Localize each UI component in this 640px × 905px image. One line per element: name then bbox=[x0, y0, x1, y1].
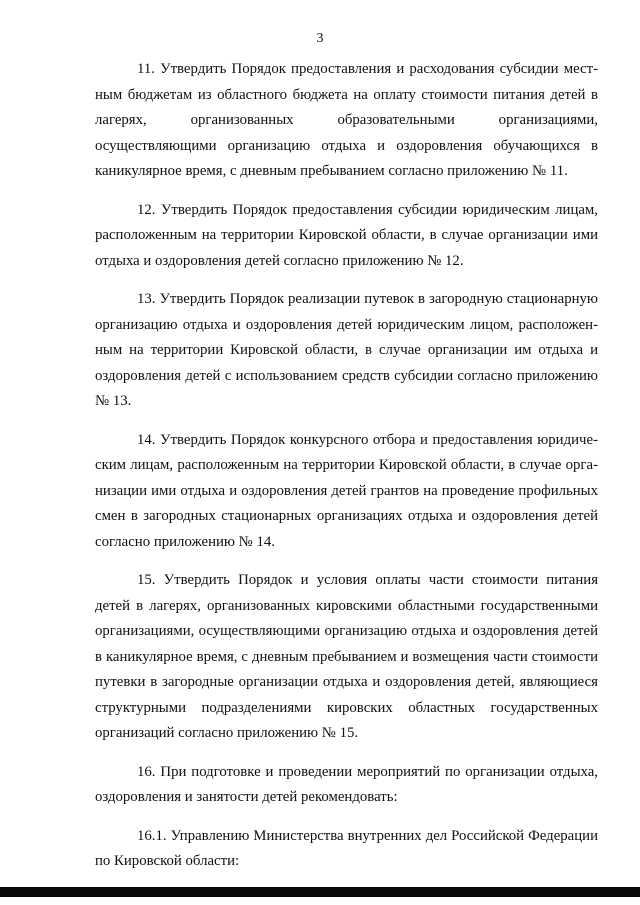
scan-edge-bar bbox=[0, 887, 640, 897]
paragraph-14: 14. Утвердить Порядок конкурсного отбора и предоставления юридическим лицам, расположенным на территории Кировской области, в случае организации ими отдыха и оздоровления детей грантов на проведение профильных смен в загородных стационарных организациях отдыха и оздоровления детей согласно приложению № 14. bbox=[95, 431, 598, 550]
paragraph-13: 13. Утвердить Порядок реализации путевок в загородную стационарную организацию отдыха и оздоровления детей юридическим лицом, расположенным на территории Кировской области, в случае организации им отдыха и оздоровления детей с использованием средств субсидии согласно приложению № 13. bbox=[95, 291, 598, 409]
paragraph-15: 15. Утвердить Порядок и условия оплаты части стоимости питания детей в лагерях, организованных кировскими областными государственными организациями, осуществляющими организацию отдыха и оздоровления детей в каникулярное время, с дневным пребыванием и возмещения части стоимости путевки в загородные организации отдыха и оздоровления детей, являющиеся структурными подразделениями кировских областных государственных организаций согласно приложению № 15. bbox=[95, 572, 598, 741]
paragraph-11: 11. Утвердить Порядок предоставления и расходования субсидии местным бюджетам из областного бюджета на оплату стоимости питания детей в лагерях, организованных образовательными организациями, осуществляющими организацию отдыха и оздоровления обучающихся в каникулярное время, с дневным пребыванием согласно приложению № 11. bbox=[95, 61, 598, 179]
paragraph-16-1: 16.1. Управлению Министерства внутренних дел Российской Федерации по Кировской области: bbox=[95, 827, 598, 869]
document-body bbox=[95, 57, 598, 888]
paragraph-12: 12. Утвердить Порядок предоставления субсидии юридическим лицам, расположенным на территории Кировской области, в случае организации ими отдыха и оздоровления детей согласно приложению № 12. bbox=[95, 201, 598, 269]
page-number: 3 bbox=[316, 31, 324, 46]
paragraph-16: 16. При подготовке и проведении мероприятий по организации отдыха, оздоровления и занятости детей рекомендовать: bbox=[95, 763, 598, 805]
